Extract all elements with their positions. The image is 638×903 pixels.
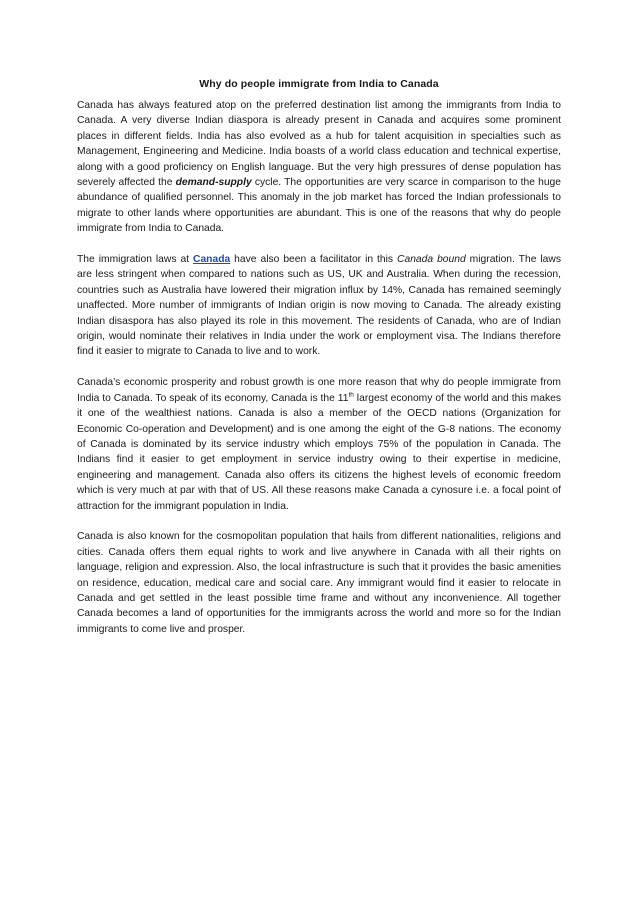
paragraph-4: Canada is also known for the cosmopolitan population that hails from different nationalities, religions and cities. Canada offers them equal rights to work and live anywhere in Canada with all their rights on language, religion and expression. Also, the local infrastructure is such that it provides the basic amenities on residence, education, medical care and social care. Any immigrant would find it easier to relocate in Canada and get settled in the least possible time frame and without any inconvenience. All together Canada becomes a land of opportunities for the immigrants across the world and more so for the Indian immigrants to come live and prosper. bbox=[77, 531, 561, 635]
paragraph-2-text-c: migration. The laws are less stringent when compared to nations such as US, UK and Australia. When during the recession, countries such as Australia have lowered their migration influx by 14%, Canada has remained seemingly unaffected. More number of immigrants of Indian origin is now moving to Canada. The already existing Indian disaspora has also played its role in this movement. The residents of Canada, who are of Indian origin, would nominate their relatives in India under the work or employment visa. The Indians therefore find it easier to migrate to Canada to live and to work. bbox=[77, 254, 561, 358]
emphasis-demand-supply: demand-supply bbox=[175, 177, 252, 189]
canada-link[interactable]: Canada bbox=[193, 254, 231, 266]
paragraph-3-text-a: Canada’s economic prosperity and robust growth is one more reason that why do people immigrate from India to Canada. To speak of its economy, Canada is the 11 bbox=[77, 377, 561, 404]
paragraph-1 bbox=[77, 98, 561, 237]
ordinal-superscript: th bbox=[348, 391, 354, 399]
emphasis-canada-bound: Canada bound bbox=[397, 254, 466, 266]
document-title: Why do people immigrate from India to Canada bbox=[199, 78, 439, 90]
paragraph-2 bbox=[77, 252, 561, 360]
paragraph-2-text-a: The immigration laws at bbox=[77, 254, 194, 266]
paragraph-1-text-a: Canada has always featured atop on the preferred destination list among the immigrants from India to Canada. A very diverse Indian diaspora is already present in Canada and acquires some prominent places in different fields. India has also evolved as a hub for talent acquisition in specialties such as Management, Engineering and Medicine. India boasts of a world class education and technical expertise, along with a good proficiency on English language. But the very high pressures of dense population has severely affected the bbox=[77, 100, 561, 189]
paragraph-3-text-b: largest economy of the world and this makes it one of the wealthiest nations. Canada is also a member of the OECD nations (Organization for Economic Co-operation and Development) and is one among the eight of the G-8 nations. The economy of Canada is dominated by its service industry which employs 75% of the population in Canada. The Indians find it easier to get employment in service industry owing to their expertise in medicine, engineering and management. Canada also offers its citizens the highest levels of economic freedom which is very much at par with that of US. All these reasons make Canada a cynosure i.e. a focal point of attraction for the immigrant population in India. bbox=[77, 392, 561, 512]
paragraph-3 bbox=[77, 375, 561, 514]
paragraph-1-text-b: cycle. The opportunities are very scarce in comparison to the huge abundance of qualified personnel. This anomaly in the job market has forced the Indian professionals to migrate to other lands where opportunities are abundant. This is one of the reasons that why do people immigrate from India to Canada. bbox=[77, 177, 561, 235]
paragraph-2-text-b: have also been a facilitator in this bbox=[230, 254, 398, 266]
